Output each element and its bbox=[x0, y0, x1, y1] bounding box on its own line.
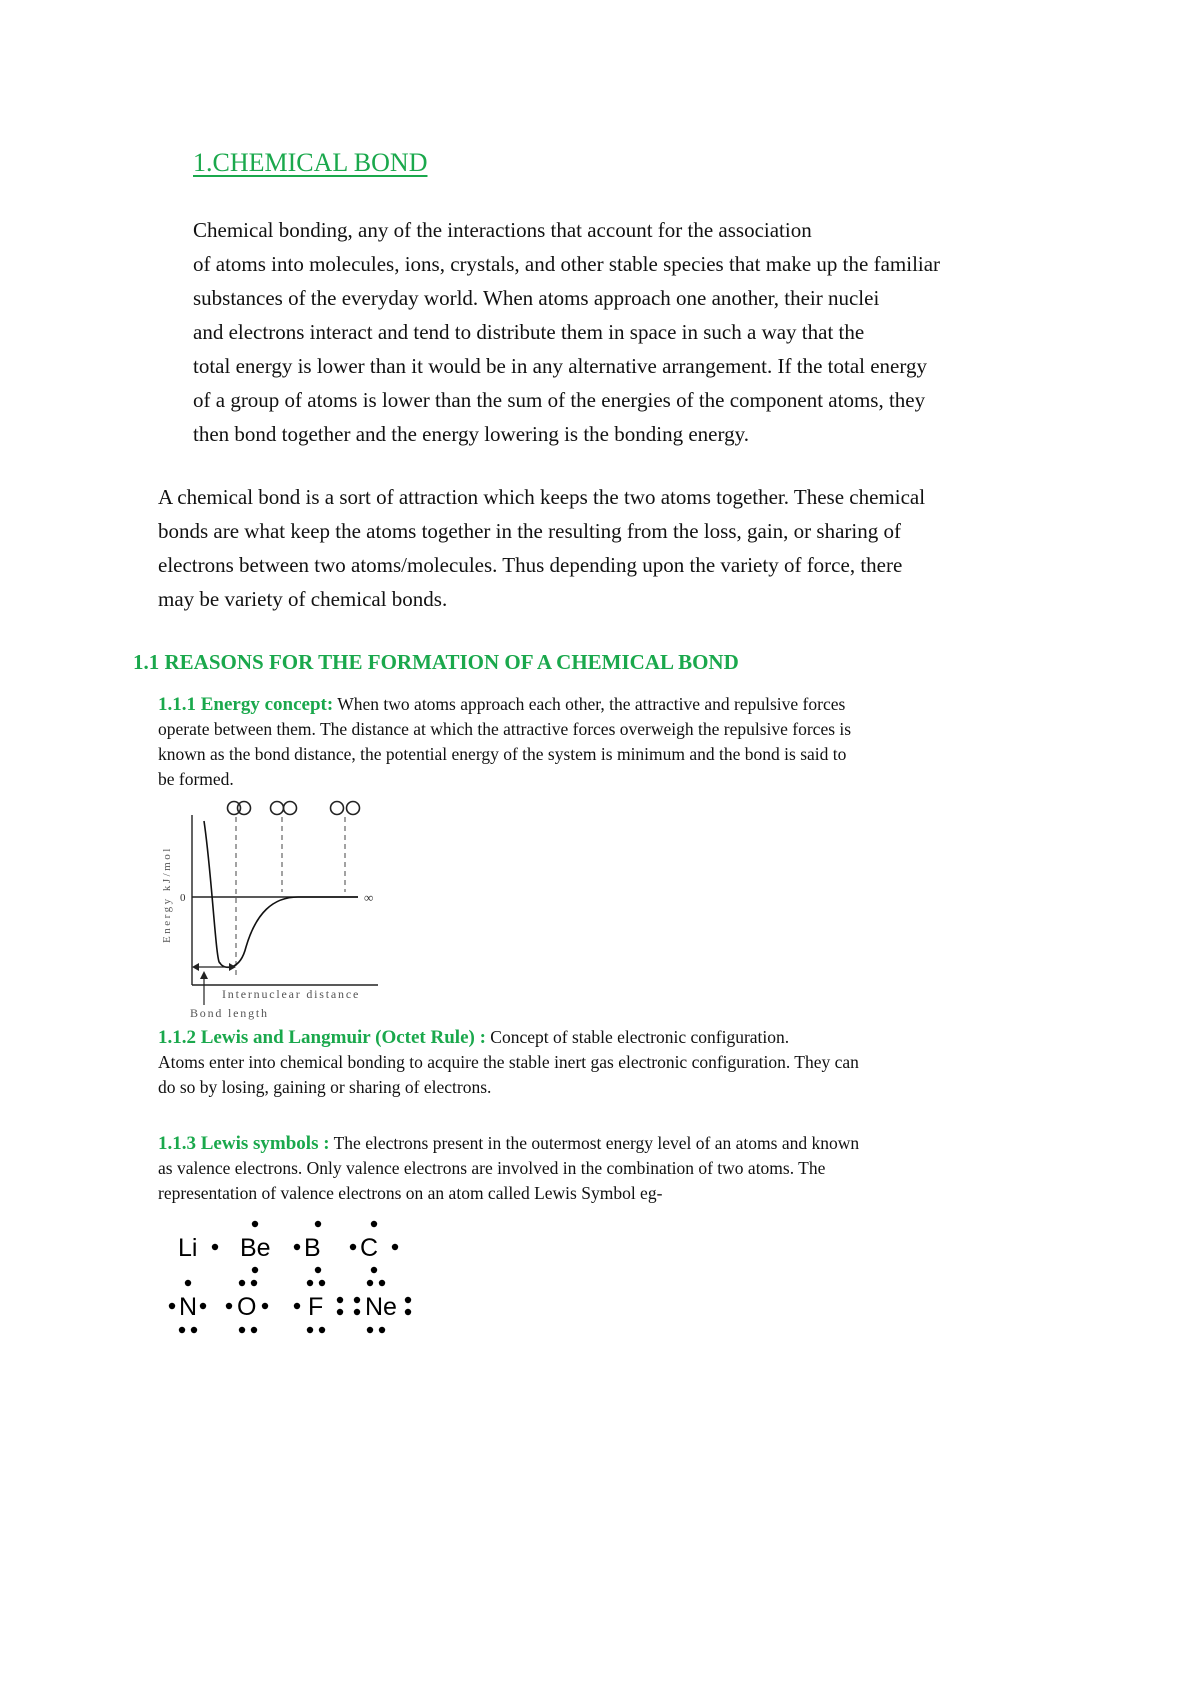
energy-concept-intro: When two atoms approach each other, the attractive and repulsive forces bbox=[333, 694, 846, 714]
y-axis-label: Energy kJ/mol bbox=[161, 846, 173, 943]
octet-rule-intro: Concept of stable electronic configuration. bbox=[485, 1027, 790, 1047]
intro-line: total energy is lower than it would be in any alternative arrangement. If the total energy bbox=[193, 354, 927, 378]
lewis-o bbox=[226, 1280, 268, 1333]
zero-label: 0 bbox=[180, 892, 186, 904]
bond-length-arrowhead-right bbox=[229, 963, 236, 971]
lewis-symbols-first-line bbox=[158, 1131, 1088, 1156]
lewis-symbols-heading: 1.1.3 Lewis symbols : bbox=[158, 1133, 330, 1154]
atom-pair-medium bbox=[271, 802, 297, 815]
octet-rule-section bbox=[158, 1025, 1088, 1100]
energy-concept-line: be formed. bbox=[158, 769, 234, 789]
intro-line: and electrons interact and tend to distribute them in space in such a way that the bbox=[193, 320, 865, 344]
symbol-ne: Ne bbox=[365, 1293, 397, 1321]
lewis-li bbox=[178, 1234, 218, 1262]
atom-pair-far bbox=[331, 802, 360, 815]
energy-curve bbox=[204, 821, 358, 967]
energy-concept-heading: 1.1.1 Energy concept: bbox=[158, 694, 334, 715]
potential-energy-graph bbox=[148, 795, 398, 1025]
intro-paragraph bbox=[193, 213, 1123, 451]
symbol-b: B bbox=[304, 1234, 321, 1262]
lewis-symbols-line: representation of valence electrons on an atom called Lewis Symbol eg- bbox=[158, 1183, 663, 1203]
definition-paragraph bbox=[158, 480, 1088, 616]
intro-line: substances of the everyday world. When atoms approach one another, their nuclei bbox=[193, 286, 880, 310]
intro-line: of atoms into molecules, ions, crystals, and other stable species that make up the familiar bbox=[193, 252, 941, 276]
lewis-symbols-line: as valence electrons. Only valence electrons are involved in the combination of two atoms. The bbox=[158, 1158, 826, 1178]
energy-concept-line: known as the bond distance, the potential energy of the system is minimum and the bond is said to bbox=[158, 744, 847, 764]
section-heading: 1.1 REASONS FOR THE FORMATION OF A CHEMICAL BOND bbox=[133, 650, 739, 674]
octet-rule-first-line bbox=[158, 1025, 1088, 1050]
octet-rule-line: Atoms enter into chemical bonding to acquire the stable inert gas electronic configuration. They can bbox=[158, 1052, 859, 1072]
symbol-c: C bbox=[360, 1234, 379, 1262]
page-title: 1.CHEMICAL BOND bbox=[193, 148, 428, 177]
lewis-b bbox=[294, 1221, 321, 1273]
octet-rule-heading: 1.1.2 Lewis and Langmuir (Octet Rule) : bbox=[158, 1027, 486, 1048]
symbol-be: Be bbox=[240, 1234, 271, 1262]
lewis-be bbox=[240, 1221, 271, 1273]
symbol-li: Li bbox=[178, 1234, 198, 1262]
definition-line: bonds are what keep the atoms together in the resulting from the loss, gain, or sharing of bbox=[158, 519, 901, 543]
lewis-symbols-intro: The electrons present in the outermost energy level of an atoms and known bbox=[329, 1133, 860, 1153]
lewis-symbols-section bbox=[158, 1131, 1088, 1206]
energy-concept-section bbox=[158, 692, 1088, 792]
lewis-f bbox=[294, 1280, 343, 1333]
bond-length-arrowhead-left bbox=[192, 963, 199, 971]
atom-pair-close bbox=[228, 802, 251, 815]
lewis-symbol-diagram bbox=[160, 1215, 460, 1345]
infinity-label: ∞ bbox=[364, 890, 374, 905]
intro-line: then bond together and the energy lowering is the bonding energy. bbox=[193, 422, 749, 446]
definition-line: A chemical bond is a sort of attraction which keeps the two atoms together. These chemical bbox=[158, 485, 926, 509]
symbol-n: N bbox=[179, 1293, 198, 1321]
energy-concept-first-line bbox=[158, 692, 1088, 717]
definition-line: electrons between two atoms/molecules. Thus depending upon the variety of force, there bbox=[158, 553, 903, 577]
bond-length-pointer-head bbox=[200, 971, 208, 979]
x-axis-label: Internuclear distance bbox=[222, 987, 361, 1001]
symbol-o: O bbox=[237, 1293, 257, 1321]
energy-concept-line: operate between them. The distance at which the attractive forces overweigh the repulsive forces is bbox=[158, 719, 852, 739]
octet-rule-line: do so by losing, gaining or sharing of electrons. bbox=[158, 1077, 492, 1097]
bond-length-label: Bond length bbox=[190, 1006, 269, 1020]
intro-line: Chemical bonding, any of the interactions that account for the association bbox=[193, 218, 812, 242]
symbol-f: F bbox=[308, 1293, 324, 1321]
definition-line: may be variety of chemical bonds. bbox=[158, 587, 448, 611]
lewis-ne bbox=[354, 1280, 411, 1333]
lewis-c bbox=[350, 1221, 398, 1273]
intro-line: of a group of atoms is lower than the sum of the energies of the component atoms, they bbox=[193, 388, 926, 412]
lewis-n bbox=[169, 1280, 206, 1333]
